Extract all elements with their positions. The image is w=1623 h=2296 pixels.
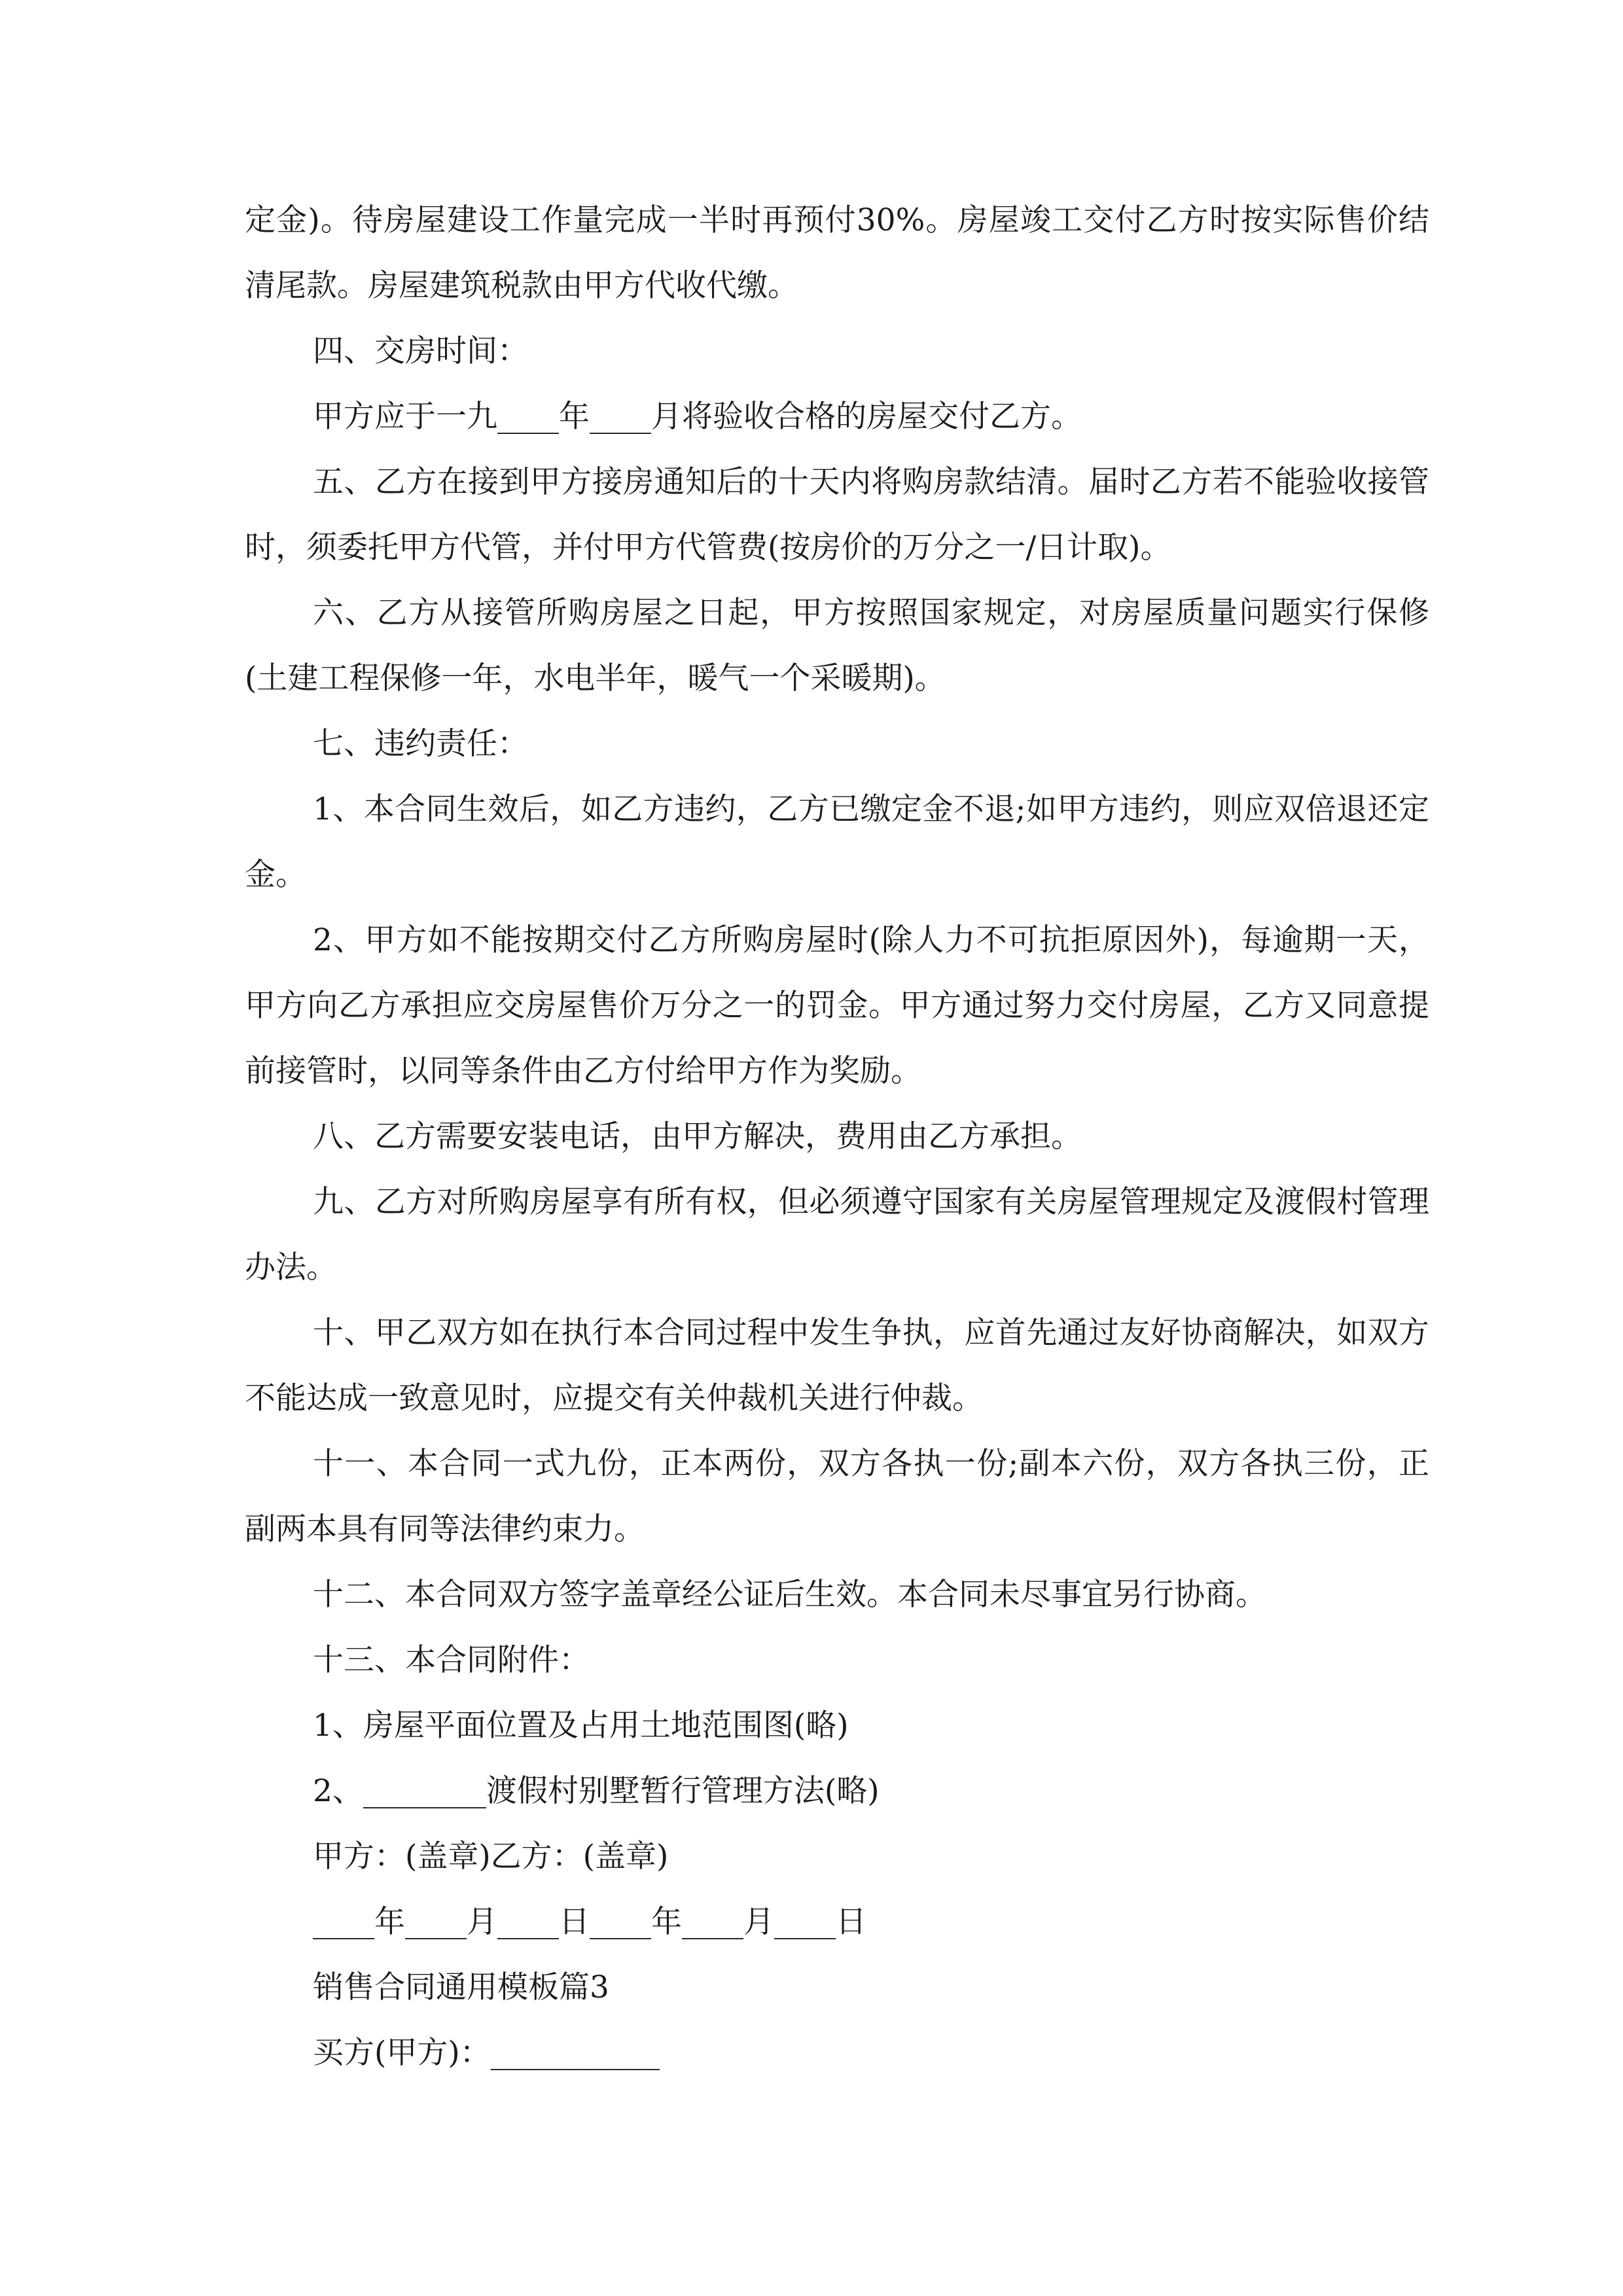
breach-item-1: 1、本合同生效后，如乙方违约，乙方已缴定金不退;如甲方违约，则应双倍退还定金。 xyxy=(245,791,1429,893)
clause-10-dispute: 十、甲乙双方如在执行本合同过程中发生争执，应首先通过友好协商解决，如双方不能达成一致意见时，应提交有关仲裁机关进行仲裁。 xyxy=(245,1315,1429,1416)
clause-12-effect: 十二、本合同双方签字盖章经公证后生效。本合同未尽事宜另行协商。 xyxy=(313,1577,1266,1613)
attachment-item-2: 2、________渡假村别墅暂行管理方法(略) xyxy=(313,1773,880,1809)
clause-11-copies: 十一、本合同一式九份，正本两份，双方各执一份;副本六份，双方各执三份，正副两本具有同等法律约束力。 xyxy=(245,1446,1429,1547)
heading-breach-liability: 七、违约责任： xyxy=(313,726,528,762)
paragraph-deposit-payment: 定金)。待房屋建设工作量完成一半时再预付30%。房屋竣工交付乙方时按实际售价结清尾款。房屋建筑税款由甲方代收代缴。 xyxy=(245,202,1429,304)
heading-handover-time: 四、交房时间： xyxy=(313,333,528,369)
buyer-line: 买方(甲方)：___________ xyxy=(313,2035,660,2071)
signature-line: 甲方：(盖章)乙方：(盖章) xyxy=(313,1839,669,1874)
clause-8-telephone: 八、乙方需要安装电话，由甲方解决，费用由乙方承担。 xyxy=(313,1119,1082,1155)
document-body xyxy=(245,188,1429,2086)
attachment-item-1: 1、房屋平面位置及占用土地范围图(略) xyxy=(313,1708,849,1744)
heading-attachments: 十三、本合同附件： xyxy=(313,1642,590,1678)
section-title-template-3: 销售合同通用模板篇3 xyxy=(313,1969,609,2005)
clause-6-warranty: 六、乙方从接管所购房屋之日起，甲方按照国家规定，对房屋质量问题实行保修(土建工程保修一年，水电半年，暖气一个采暖期)。 xyxy=(245,595,1429,696)
clause-9-ownership: 九、乙方对所购房屋享有所有权，但必须遵守国家有关房屋管理规定及渡假村管理办法。 xyxy=(245,1184,1429,1285)
paragraph-handover-date: 甲方应于一九____年____月将验收合格的房屋交付乙方。 xyxy=(313,399,1082,435)
breach-item-2: 2、甲方如不能按期交付乙方所购房屋时(除人力不可抗拒原因外)，每逾期一天，甲方向乙方承担应交房屋售价万分之一的罚金。甲方通过努力交付房屋，乙方又同意提前接管时，以同等条件由乙方付给甲方作为奖励。 xyxy=(245,922,1429,1089)
clause-5-settlement: 五、乙方在接到甲方接房通知后的十天内将购房款结清。届时乙方若不能验收接管时，须委托甲方代管，并付甲方代管费(按房价的万分之一/日计取)。 xyxy=(245,464,1429,565)
date-line: ____年____月____日____年____月____日 xyxy=(313,1904,866,1940)
